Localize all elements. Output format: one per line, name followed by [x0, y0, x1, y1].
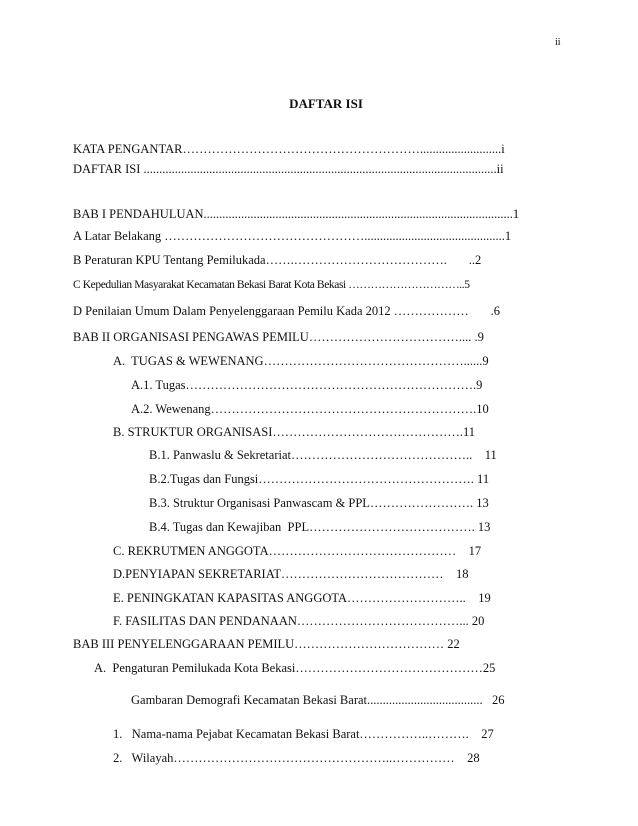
toc-entry-struktur-panwascam: B.3. Struktur Organisasi Panwascam & PPL……………………. 13	[149, 496, 489, 510]
toc-entry-tugas-wewenang: A. TUGAS & WEWENANG…………………………………………......9	[113, 354, 489, 368]
toc-entry-rekrutmen: C. REKRUTMEN ANGGOTA……………………………………… 17	[113, 544, 482, 558]
toc-entry-latar-belakang: A Latar Belakang ………………………………………….............................................1	[73, 229, 512, 243]
toc-entry-daftar-isi: DAFTAR ISI .................................................................................................................ii	[73, 162, 504, 176]
toc-entry-pengaturan-pemilukada: A. Pengaturan Pemilukada Kota Bekasi………………………………………25	[94, 661, 496, 675]
toc-entry-penilaian-umum: D Penilaian Umum Dalam Penyelenggaraan Pemilu Kada 2012 ……………… .6	[73, 304, 501, 318]
toc-entry-kewajiban-ppl: B.4. Tugas dan Kewajiban PPL…………………………………. 13	[149, 520, 491, 534]
toc-entry-tugas-fungsi: B.2.Tugas dan Fungsi……………………………………………. 11	[149, 472, 490, 486]
toc-entry-wilayah: 2. Wilayah……………………………………………..…………… 28	[113, 751, 480, 765]
toc-entry-kepedulian: C Kepedulian Masyarakat Kecamatan Bekasi Barat Kota Bekasi …………………………..5	[73, 279, 470, 291]
toc-entry-panwaslu: B.1. Panwaslu & Sekretariat…………………………………….. 11	[149, 448, 497, 462]
toc-entry-struktur-organisasi: B. STRUKTUR ORGANISASI……………………………………….11	[113, 425, 476, 439]
page-number: ii	[555, 37, 561, 48]
toc-entry-kata-pengantar: KATA PENGANTAR…………………………………………………..........................i	[73, 142, 505, 156]
toc-entry-bab-2: BAB II ORGANISASI PENGAWAS PEMILU……………………………….... .9	[73, 330, 484, 344]
toc-entry-sekretariat: D.PENYIAPAN SEKRETARIAT………………………………… 18	[113, 567, 469, 581]
toc-entry-fasilitas: F. FASILITAS DAN PENDANAAN…………………………………... 20	[113, 614, 485, 628]
toc-entry-wewenang: A.2. Wewenang……………………………………………………….10	[131, 402, 489, 416]
toc-entry-kapasitas: E. PENINGKATAN KAPASITAS ANGGOTA……………………….. 19	[113, 591, 491, 605]
toc-entry-tugas: A.1. Tugas…………………………………………………………….9	[131, 378, 483, 392]
toc-entry-nama-pejabat: 1. Nama-nama Pejabat Kecamatan Bekasi Barat……………..………. 27	[113, 727, 494, 741]
toc-entry-peraturan-kpu: B Peraturan KPU Tentang Pemilukada…….………………………………. ..2	[73, 253, 482, 267]
page-title: DAFTAR ISI	[289, 96, 363, 111]
toc-entry-gambaran-demografi: Gambaran Demografi Kecamatan Bekasi Barat..................................... 26	[131, 693, 505, 707]
toc-entry-bab-3: BAB III PENYELENGGARAAN PEMILU……………………………… 22	[73, 637, 460, 651]
toc-entry-bab-1: BAB I PENDAHULUAN...................................................................................................1	[73, 207, 520, 221]
